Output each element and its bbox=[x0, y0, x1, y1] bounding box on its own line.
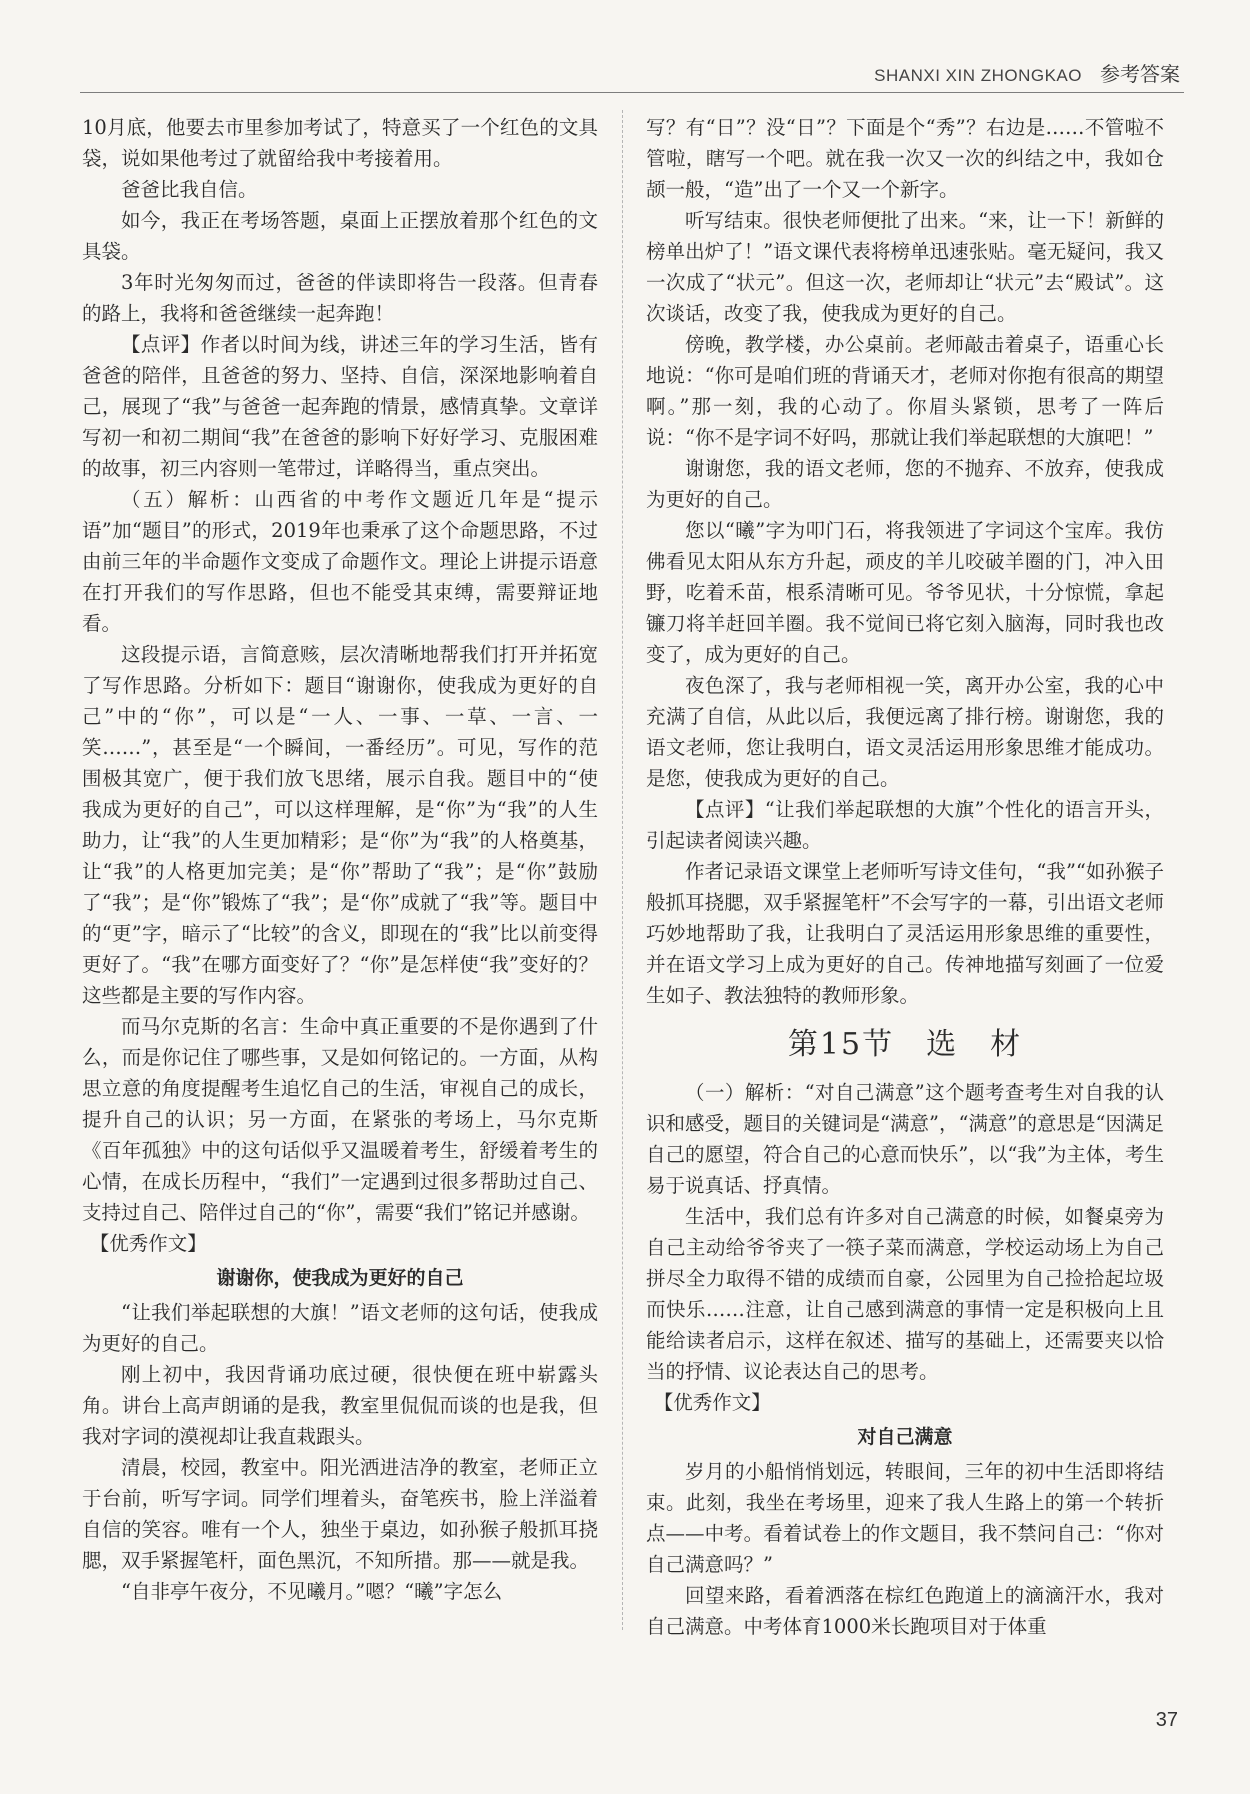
running-header bbox=[874, 58, 1180, 87]
essay-title: 对自己满意 bbox=[857, 1426, 953, 1448]
paragraph: 如今，我正在考场答题，桌面上正摆放着那个红色的文具袋。 bbox=[82, 209, 598, 263]
header-chinese: 参考答案 bbox=[1100, 62, 1180, 86]
column-divider bbox=[622, 110, 623, 1630]
comment-paragraph: 作者记录语文课堂上老师听写诗文佳句，“我”“如孙猴子般抓耳挠腮，双手紧握笔杆”不会写字的一幕，引出语文老师巧妙地帮助了我，让我明白了灵活运用形象思维的重要性，并在语文学习上成为更好的自己。传神地描写刻画了一位爱生如子、教法独特的教师形象。 bbox=[646, 860, 1164, 1007]
analysis-paragraph: （一）解析：“对自己满意”这个题考查考生对自我的认识和感受，题目的关键词是“满意”，“满意”的意思是“因满足自己的愿望，符合自己的心意而快乐”，以“我”为主体，考生易于说真话、抒真情。 bbox=[646, 1081, 1164, 1197]
paragraph: 而马尔克斯的名言：生命中真正重要的不是你遇到了什么，而是你记住了哪些事，又是如何铭记的。一方面，从构思立意的角度提醒考生追忆自己的生活，审视自己的成长，提升自己的认识；另一方面，在紧张的考场上，马尔克斯《百年孤独》中的这句话似乎又温暖着考生，舒缓着考生的心情，在成长历程中，“我们”一定遇到过很多帮助过自己、支持过自己、陪伴过自己的“你”，需要“我们”铭记并感谢。 bbox=[82, 1015, 598, 1224]
essay-paragraph: “自非亭午夜分，不见曦月。”嗯？“曦”字怎么 bbox=[121, 1580, 503, 1603]
essay-paragraph: 写？有“日”？没“日”？下面是个“秀”？右边是……不管啦不管啦，瞎写一个吧。就在我一次又一次的纠结之中，我如仓颉一般，“造”出了一个又一个新字。 bbox=[646, 116, 1164, 201]
essay-paragraph: 您以“曦”字为叩门石，将我领进了字词这个宝库。我仿佛看见太阳从东方升起，顽皮的羊儿咬破羊圈的门，冲入田野，吃着禾苗，根系清晰可见。爷爷见状，十分惊慌，拿起镰刀将羊赶回羊圈。我不觉间已将它刻入脑海，同时我也改变了，成为更好的自己。 bbox=[646, 519, 1164, 666]
left-column bbox=[82, 112, 598, 1622]
section-heading: 第15节 选 材 bbox=[787, 1027, 1023, 1062]
essay-paragraph: 刚上初中，我因背诵功底过硬，很快便在班中崭露头角。讲台上高声朗诵的是我，教室里侃侃而谈的也是我，但我对字词的漠视却让我直栽跟头。 bbox=[82, 1363, 598, 1448]
essay-title: 谢谢你，使我成为更好的自己 bbox=[216, 1267, 464, 1289]
page-number: 37 bbox=[1155, 1709, 1178, 1731]
header-rule bbox=[80, 92, 1184, 93]
essay-paragraph: “让我们举起联想的大旗！”语文老师的这句话，使我成为更好的自己。 bbox=[82, 1301, 598, 1355]
essay-paragraph: 回望来路，看着洒落在棕红色跑道上的滴滴汗水，我对自己满意。中考体育1000米长跑项目对于体重 bbox=[646, 1584, 1164, 1638]
essay-paragraph: 夜色深了，我与老师相视一笑，离开办公室，我的心中充满了自信，从此以后，我便远离了排行榜。谢谢您，我的语文老师，您让我明白，语文灵活运用形象思维才能成功。是您，使我成为更好的自己。 bbox=[646, 674, 1164, 790]
excellent-essay-label: 【优秀作文】 bbox=[653, 1391, 771, 1414]
paragraph: 这段提示语，言简意赅，层次清晰地帮我们打开并拓宽了写作思路。分析如下：题目“谢谢你，使我成为更好的自己”中的“你”，可以是“一人、一事、一草、一言、一笑……”，甚至是“一个瞬间，一番经历”。可见，写作的范围极其宽广，便于我们放飞思绪，展示自我。题目中的“使我成为更好的自己”，可以这样理解，是“你”为“我”的人生助力，让“我”的人生更加精彩；是“你”为“我”的人格奠基，让“我”的人格更加完美；是“你”帮助了“我”；是“你”鼓励了“我”；是“你”锻炼了“我”；是“你”成就了“我”等。题目中的“更”字，暗示了“比较”的含义，即现在的“我”比以前变得更好了。“我”在哪方面变好了？“你”是怎样使“我”变好的？这些都是主要的写作内容。 bbox=[82, 643, 598, 1007]
essay-paragraph: 岁月的小船悄悄划远，转眼间，三年的初中生活即将结束。此刻，我坐在考场里，迎来了我人生路上的第一个转折点——中考。看着试卷上的作文题目，我不禁问自己：“你对自己满意吗？” bbox=[646, 1460, 1164, 1576]
header-english: SHANXI XIN ZHONGKAO bbox=[874, 66, 1082, 85]
comment-paragraph: 【点评】“让我们举起联想的大旗”个性化的语言开头，引起读者阅读兴趣。 bbox=[646, 798, 1164, 852]
comment-paragraph: 【点评】作者以时间为线，讲述三年的学习生活，皆有爸爸的陪伴，且爸爸的努力、坚持、自信，深深地影响着自己，展现了“我”与爸爸一起奔跑的情景，感情真挚。文章详写初一和初二期间“我”在爸爸的影响下好好学习、克服困难的故事，初三内容则一笔带过，详略得当，重点突出。 bbox=[82, 333, 598, 480]
essay-paragraph: 谢谢您，我的语文老师，您的不抛弃、不放弃，使我成为更好的自己。 bbox=[646, 457, 1164, 511]
paragraph: 3年时光匆匆而过，爸爸的伴读即将告一段落。但青春的路上，我将和爸爸继续一起奔跑！ bbox=[82, 271, 598, 325]
essay-paragraph: 傍晚，教学楼，办公桌前。老师敲击着桌子，语重心长地说：“你可是咱们班的背诵天才，老师对你抱有很高的期望啊。”那一刻，我的心动了。你眉头紧锁，思考了一阵后说：“你不是字词不好吗，那就让我们举起联想的大旗吧！” bbox=[646, 333, 1164, 449]
essay-paragraph: 清晨，校园，教室中。阳光洒进洁净的教室，老师正立于台前，听写字词。同学们埋着头，奋笔疾书，脸上洋溢着自信的笑容。唯有一个人，独坐于桌边，如孙猴子般抓耳挠腮，双手紧握笔杆，面色黑沉，不知所措。那——就是我。 bbox=[82, 1456, 598, 1572]
right-column bbox=[646, 112, 1164, 1638]
excellent-essay-label: 【优秀作文】 bbox=[89, 1232, 207, 1255]
paragraph: 生活中，我们总有许多对自己满意的时候，如餐桌旁为自己主动给爷爷夹了一筷子菜而满意，学校运动场上为自己拼尽全力取得不错的成绩而自豪，公园里为自己捡拾起垃圾而快乐……注意，让自己感到满意的事情一定是积极向上且能给读者启示，这样在叙述、描写的基础上，还需要夹以恰当的抒情、议论表达自己的思考。 bbox=[646, 1205, 1164, 1383]
essay-paragraph: 听写结束。很快老师便批了出来。“来，让一下！新鲜的榜单出炉了！”语文课代表将榜单迅速张贴。毫无疑问，我又一次成了“状元”。但这一次，老师却让“状元”去“殿试”。这次谈话，改变了我，使我成为更好的自己。 bbox=[646, 209, 1164, 325]
analysis-paragraph: （五）解析：山西省的中考作文题近几年是“提示语”加“题目”的形式，2019年也秉承了这个命题思路，不过由前三年的半命题作文变成了命题作文。理论上讲提示语意在打开我们的写作思路，但也不能受其束缚，需要辩证地看。 bbox=[82, 488, 598, 635]
paragraph: 10月底，他要去市里参加考试了，特意买了一个红色的文具袋，说如果他考过了就留给我中考接着用。 bbox=[82, 116, 598, 170]
paragraph: 爸爸比我自信。 bbox=[121, 178, 258, 201]
